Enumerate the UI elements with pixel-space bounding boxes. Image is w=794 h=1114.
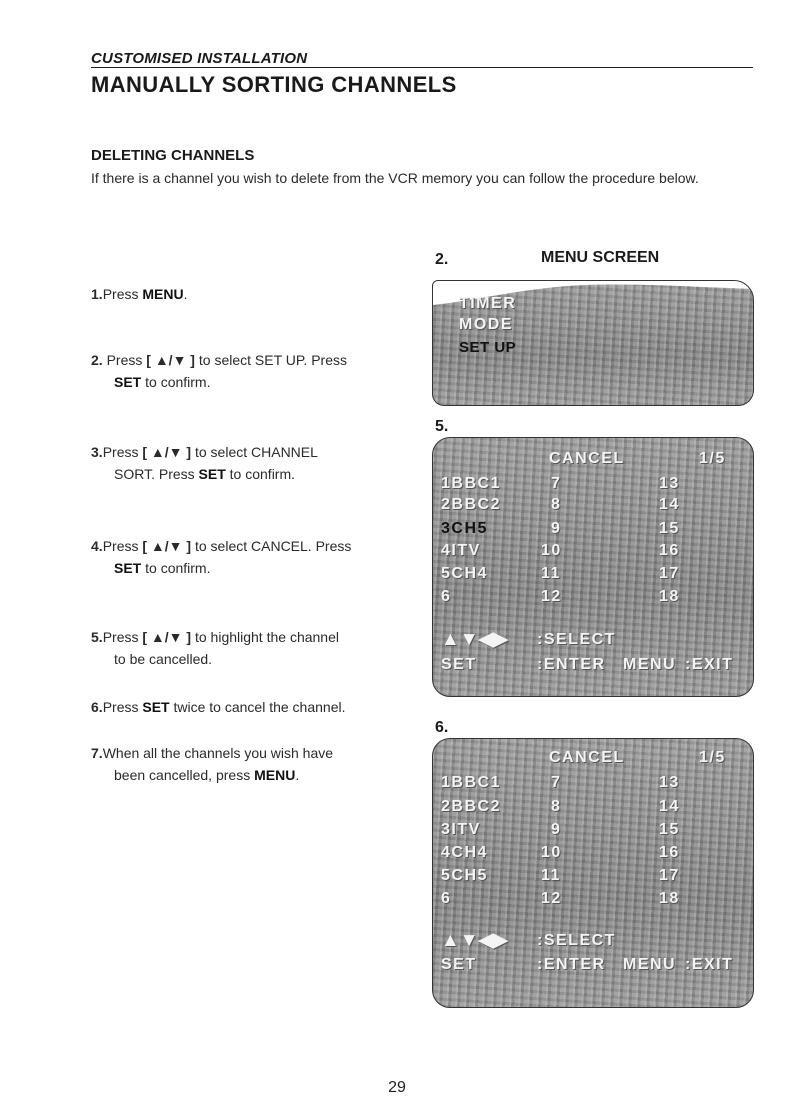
step-6: 6.Press SET twice to cancel the channel. — [91, 699, 346, 715]
channel-entry: 5CH5 — [441, 867, 488, 884]
channel-entry: 13 — [659, 774, 680, 791]
set-key-label: SET — [441, 956, 477, 973]
step-5: 5.Press [ ▲/▼ ] to highlight the channel to be cancelled. — [91, 629, 339, 667]
channel-entry: 14 — [659, 496, 680, 513]
channel-entry: 10 — [541, 542, 562, 559]
cancel-title: CANCEL — [549, 749, 625, 766]
channel-entry-highlighted: 3CH5 — [441, 520, 488, 537]
nav-select-text: :SELECT — [537, 631, 616, 648]
enter-text: :ENTER — [537, 956, 606, 973]
page-title: MANUALLY SORTING CHANNELS — [91, 72, 457, 97]
nav-select-text: :SELECT — [537, 932, 616, 949]
channel-entry: 15 — [659, 821, 680, 838]
page-indicator: 1/5 — [699, 749, 726, 766]
nav-arrows-icon: ▲▼◀▶ — [441, 629, 508, 650]
menu-key-label: MENU — [623, 956, 677, 973]
channel-entry: 6 — [441, 588, 452, 605]
step-4: 4.Press [ ▲/▼ ] to select CANCEL. Press SET to confirm. — [91, 538, 352, 576]
channel-entry: 9 — [551, 821, 562, 838]
exit-text: :EXIT — [685, 656, 734, 673]
channel-entry: 18 — [659, 890, 680, 907]
panel-cancel-2-label: 6. — [435, 719, 449, 736]
page-number: 29 — [388, 1079, 406, 1096]
channel-entry: 5CH4 — [441, 565, 488, 582]
step-7: 7.When all the channels you wish have been cancelled, press MENU. — [91, 745, 334, 783]
channel-entry: 15 — [659, 520, 680, 537]
channel-entry: 17 — [659, 565, 680, 582]
menu-item-setup: SET UP — [459, 339, 517, 356]
cancel-screen-after — [432, 738, 754, 1008]
step-2: 2. Press [ ▲/▼ ] to select SET UP. Press SET to confirm. — [91, 352, 347, 390]
channel-entry: 16 — [659, 542, 680, 559]
channel-entry: 2BBC2 — [441, 496, 501, 513]
menu-item-mode: MODE — [459, 316, 513, 333]
channel-entry: 9 — [551, 520, 562, 537]
section-label: CUSTOMISED INSTALLATION — [91, 50, 308, 67]
panel-menu-label: 2. — [435, 251, 449, 268]
menu-item-timer: TIMER — [459, 295, 517, 312]
channel-entry: 1BBC1 — [441, 774, 501, 791]
channel-entry: 17 — [659, 867, 680, 884]
channel-entry: 4ITV — [441, 542, 481, 559]
set-key-label: SET — [441, 656, 477, 673]
channel-entry: 8 — [551, 496, 562, 513]
channel-entry: 2BBC2 — [441, 798, 501, 815]
channel-entry: 11 — [541, 565, 561, 582]
section-heading: DELETING CHANNELS — [91, 147, 255, 164]
channel-entry: 18 — [659, 588, 680, 605]
intro-paragraph: If there is a channel you wish to delete from the VCR memory you can follow the procedure below. — [91, 170, 699, 186]
cancel-title: CANCEL — [549, 450, 625, 467]
channel-entry: 6 — [441, 890, 452, 907]
channel-entry: 12 — [541, 890, 562, 907]
cancel-screen-before — [432, 437, 754, 697]
channel-entry: 1BBC1 — [441, 475, 501, 492]
channel-entry: 14 — [659, 798, 680, 815]
menu-screen — [432, 280, 754, 406]
menu-key-label: MENU — [623, 656, 677, 673]
panel-menu-caption: MENU SCREEN — [541, 249, 660, 266]
channel-entry: 7 — [551, 475, 562, 492]
nav-arrows-icon: ▲▼◀▶ — [441, 930, 508, 951]
step-1: 1.Press MENU. — [91, 286, 188, 302]
step-3: 3.Press [ ▲/▼ ] to select CHANNEL SORT. Press SET to confirm. — [91, 444, 318, 482]
channel-entry: 16 — [659, 844, 680, 861]
channel-entry: 12 — [541, 588, 562, 605]
page-indicator: 1/5 — [699, 450, 726, 467]
channel-entry: 3ITV — [441, 821, 481, 838]
exit-text: :EXIT — [685, 956, 734, 973]
channel-entry: 4CH4 — [441, 844, 488, 861]
enter-text: :ENTER — [537, 656, 606, 673]
channel-entry: 8 — [551, 798, 562, 815]
channel-entry: 7 — [551, 774, 562, 791]
panel-cancel-1-label: 5. — [435, 418, 449, 435]
channel-entry: 11 — [541, 867, 561, 884]
channel-entry: 10 — [541, 844, 562, 861]
channel-entry: 13 — [659, 475, 680, 492]
header-divider — [91, 67, 753, 68]
